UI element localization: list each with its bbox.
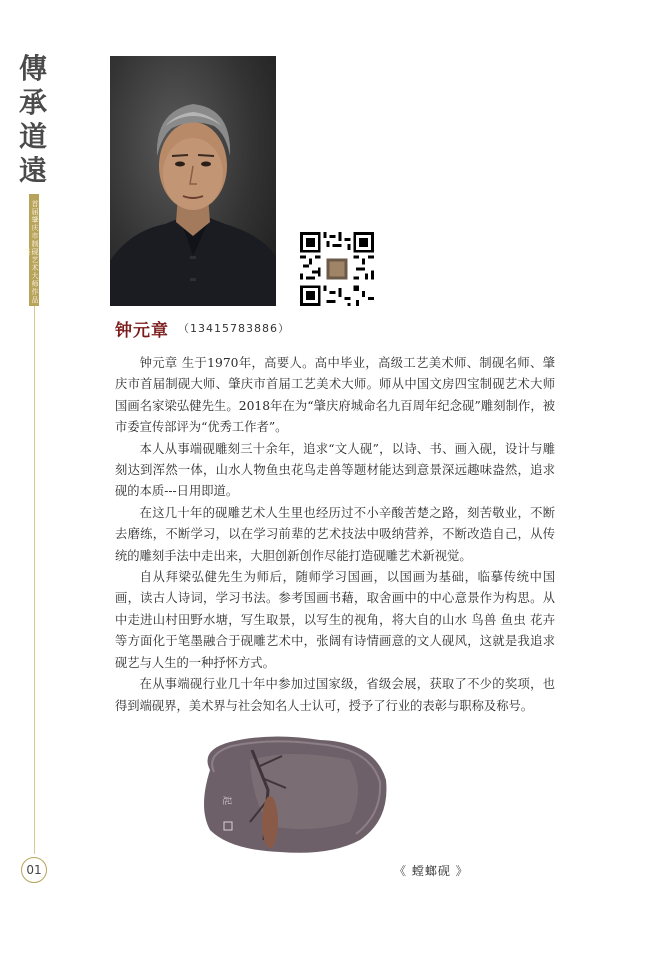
bio-paragraph: 在这几十年的砚雕艺术人生里也经历过不小辛酸苦楚之路，刻苦敬业，不断去磨练，不断学习，以在学习前辈的艺术技法中吸纳营养，不断改造自己，从传统的雕刻手法中走出来，大胆创新创作尽能打造砚雕艺术新视觉。 (115, 505, 555, 563)
calligraphy-title (18, 52, 48, 188)
artist-phone: （13415783886） (178, 322, 290, 335)
bio-paragraph: 钟元章 生于1970年，高要人。高中毕业，高级工艺美术师、制砚名师、肇庆市首届制砚大师、肇庆市首届工艺美术大师。师从中国文房四宝制砚艺术大师国画名家梁弘健先生。2018年在为“肇庆府城命名九百周年纪念砚”雕刻制作，被市委宣传部评为“优秀工作者”。 (115, 356, 555, 435)
bio-paragraph: 在从事端砚行业几十年中参加过国家级，省级会展，获取了不少的奖项，也得到端砚界，美术界与社会知名人士认可，授予了行业的表彰与职称及称号。 (115, 677, 555, 713)
bio-paragraph: 本人从事端砚雕刻三十余年，追求“文人砚”，以诗、书、画入砚，设计与雕刻达到浑然一体，山水人物鱼虫花鸟走兽等题材能达到意景深远趣味盎然，追求砚的本质---日用即道。 (115, 441, 555, 499)
calligraphy-char: 遠 (18, 154, 47, 187)
left-divider (34, 306, 35, 854)
series-title-strip: 首届肇庆市制砚艺术大师作品集 (29, 194, 39, 306)
page-number: 01 (21, 857, 47, 883)
inkstone-artwork (190, 730, 390, 860)
qr-code[interactable] (300, 232, 374, 306)
svg-text:起: 起 (221, 796, 231, 806)
bio-paragraph: 自从拜梁弘健先生为师后，随师学习国画，以国画为基础，临摹传统中国画，读古人诗词，学习书法。参考国画书藉，取舍画中的中心意景作为构思。从中走进山村田野水塘，写生取景，以写生的视角，将大自的山水 鸟兽 鱼虫 花卉等方面化于笔墨融合于砚雕艺术中，张阔有诗情画意的文人砚风，这就是我追求砚艺与人生的一种抒怀方式。 (115, 570, 555, 670)
biography (115, 353, 555, 717)
calligraphy-char: 傳 (18, 52, 47, 85)
artist-name: 钟元章 (115, 321, 169, 341)
calligraphy-char: 承 (18, 86, 47, 119)
calligraphy-char: 道 (18, 120, 47, 153)
artwork-caption: 《 螳螂砚 》 (394, 864, 469, 878)
artist-portrait (110, 56, 276, 306)
